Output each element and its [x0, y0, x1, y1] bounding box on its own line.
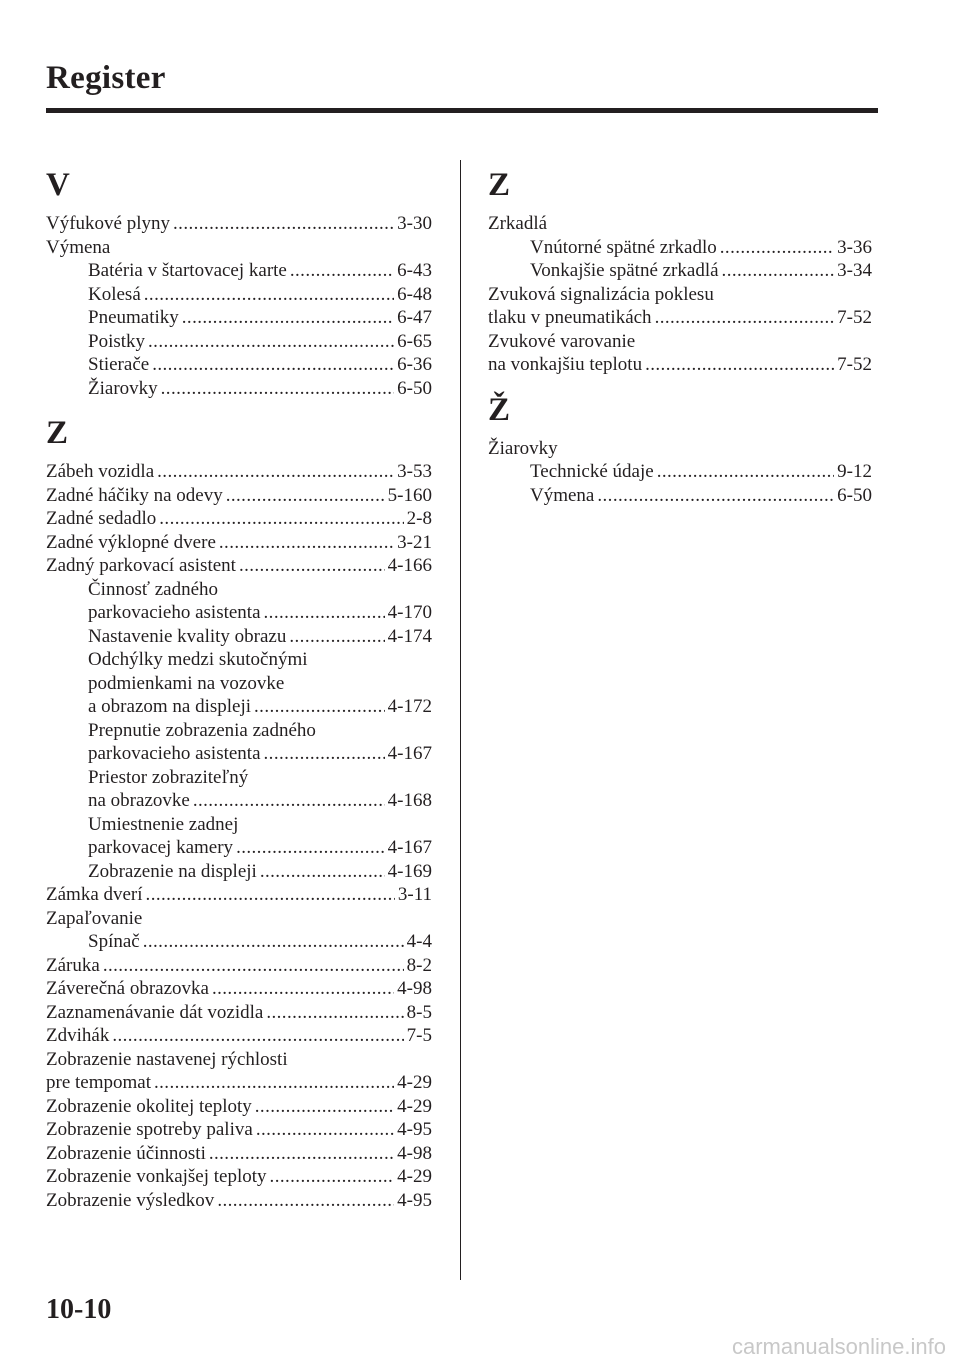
dot-leader — [722, 259, 835, 283]
entry-text: Výmena — [46, 236, 111, 258]
entry-text: na vonkajšiu teplotu — [488, 354, 643, 375]
dot-leader — [254, 695, 385, 719]
dot-leader — [143, 930, 404, 954]
dot-leader — [270, 1165, 395, 1189]
entry-page: 7-5 — [406, 1025, 432, 1046]
entry-text: Batéria v štartovacej karte — [88, 260, 287, 281]
entry-page: 6-50 — [837, 484, 872, 506]
dot-leader — [212, 977, 394, 1001]
entry-page: 9-12 — [837, 461, 872, 482]
index-entry — [46, 1118, 432, 1142]
entry-text: tlaku v pneumatikách — [488, 307, 652, 328]
column-divider — [460, 160, 461, 1280]
index-entry — [46, 236, 432, 260]
entry-text: Zdvihák — [46, 1025, 110, 1046]
index-entry — [46, 742, 432, 766]
dot-leader — [255, 1095, 394, 1119]
entry-page: 4-169 — [387, 860, 432, 882]
entry-page: 3-36 — [837, 236, 872, 258]
dot-leader — [266, 1001, 403, 1025]
index-entry-line: Zobrazenie nastavenej rýchlosti — [46, 1048, 288, 1070]
entry-text: na obrazovke — [88, 790, 190, 811]
dot-leader — [236, 836, 385, 860]
index-entry — [46, 353, 432, 377]
entry-text: Zadné háčiky na odevy — [46, 484, 223, 506]
index-entry — [46, 377, 432, 401]
dot-leader — [645, 353, 834, 377]
entry-page: 4-98 — [397, 1142, 432, 1164]
index-entry — [46, 1189, 432, 1213]
dot-leader — [290, 259, 394, 283]
entry-page: 4-4 — [406, 931, 432, 952]
dot-leader — [146, 883, 395, 907]
index-entry-line: Priestor zobraziteľný — [88, 766, 249, 788]
entry-page: 5-160 — [387, 484, 432, 506]
index-entry — [488, 437, 872, 461]
entry-text: Zadné výklopné dvere — [46, 531, 216, 553]
entry-page: 4-98 — [397, 978, 432, 999]
entry-page: 4-29 — [397, 1095, 432, 1117]
index-section — [488, 385, 872, 508]
index-entry — [46, 330, 432, 354]
index-entry — [46, 1165, 432, 1189]
index-entry-line: Umiestnenie zadnej — [88, 813, 239, 835]
entry-page: 6-48 — [397, 283, 432, 305]
dot-leader — [657, 460, 834, 484]
index-entry — [46, 460, 432, 484]
entry-page: 3-11 — [397, 884, 432, 905]
index-entry — [488, 460, 872, 484]
entry-text: Výfukové plyny — [46, 213, 171, 234]
dot-leader — [655, 306, 835, 330]
index-entry — [46, 1142, 432, 1166]
dot-leader — [209, 1142, 394, 1166]
index-entry — [46, 212, 432, 236]
index-entry — [46, 930, 432, 954]
entry-text: Zobrazenie vonkajšej teploty — [46, 1166, 267, 1187]
index-entry-line: Zvuková signalizácia poklesu — [488, 283, 714, 305]
index-entry — [488, 306, 872, 330]
dot-leader — [112, 1024, 403, 1048]
dot-leader — [182, 306, 394, 330]
dot-leader — [154, 1071, 394, 1095]
entry-page: 3-53 — [397, 461, 432, 482]
index-entry — [46, 507, 432, 531]
index-section — [46, 160, 432, 400]
entry-text: Záverečná obrazovka — [46, 978, 209, 999]
entry-text: Zadný parkovací asistent — [46, 555, 236, 576]
entry-page: 4-172 — [387, 696, 432, 717]
watermark: carmanualsonline.info — [731, 1334, 946, 1359]
index-entry-line: Činnosť zadného — [88, 578, 219, 600]
entry-text: Zobrazenie výsledkov — [46, 1189, 215, 1211]
index-entry-line: Prepnutie zobrazenia zadného — [88, 719, 316, 741]
dot-leader — [157, 460, 394, 484]
dot-leader — [148, 330, 394, 354]
entry-text: Zaznamenávanie dát vozidla — [46, 1001, 264, 1023]
entry-page: 3-21 — [397, 531, 432, 553]
page-number: 10-10 — [46, 1294, 112, 1325]
entry-page: 4-168 — [387, 790, 432, 811]
dot-leader — [173, 212, 394, 236]
entry-text: Zobrazenie na displeji — [88, 860, 257, 882]
index-entry — [46, 977, 432, 1001]
index-entry — [46, 484, 432, 508]
entry-page: 4-167 — [387, 743, 432, 764]
entry-text: Zobrazenie okolitej teploty — [46, 1095, 252, 1117]
entry-page: 6-65 — [397, 330, 432, 352]
index-entry — [488, 259, 872, 283]
entry-page: 4-166 — [387, 555, 432, 576]
dot-leader — [260, 860, 385, 884]
page-title: Register — [46, 60, 166, 96]
entry-text: Nastavenie kvality obrazu — [88, 625, 287, 647]
entry-page: 4-95 — [397, 1189, 432, 1211]
index-section — [488, 160, 872, 377]
entry-page: 6-47 — [397, 307, 432, 328]
index-entry-line: podmienkami na vozovke — [88, 672, 285, 694]
dot-leader — [217, 1189, 394, 1213]
dot-leader — [597, 484, 834, 508]
index-entry — [46, 283, 432, 307]
entry-text: a obrazom na displeji — [88, 696, 252, 717]
index-entry — [46, 259, 432, 283]
index-column-left — [46, 160, 432, 1220]
entry-page: 4-95 — [397, 1119, 432, 1140]
entry-page: 3-34 — [837, 260, 872, 281]
section-letter: Ž — [488, 391, 511, 428]
entry-text: Žiarovky — [488, 437, 558, 459]
entry-text: Žiarovky — [88, 377, 158, 399]
index-entry-line: Zvukové varovanie — [488, 330, 636, 352]
section-letter: Z — [488, 167, 511, 203]
entry-page: 4-29 — [397, 1166, 432, 1187]
entry-text: Zrkadlá — [488, 213, 548, 234]
dot-leader — [226, 484, 385, 508]
index-entry — [46, 883, 432, 907]
entry-page: 4-174 — [387, 625, 432, 647]
entry-text: Zábeh vozidla — [46, 461, 155, 482]
index-entry — [46, 954, 432, 978]
index-entry — [46, 695, 432, 719]
entry-page: 4-167 — [387, 837, 432, 858]
index-entry — [46, 625, 432, 649]
entry-text: Výmena — [530, 484, 595, 506]
index-entry — [488, 484, 872, 508]
section-letter: Z — [46, 415, 69, 451]
index-entry — [46, 1024, 432, 1048]
entry-text: Zapaľovanie — [46, 907, 143, 929]
entry-page: 4-29 — [397, 1072, 432, 1093]
entry-text: Zámka dverí — [46, 884, 143, 905]
index-entry — [46, 1001, 432, 1025]
dot-leader — [264, 742, 385, 766]
entry-page: 4-170 — [387, 602, 432, 623]
entry-text: Poistky — [88, 330, 146, 352]
dot-leader — [289, 625, 384, 649]
index-entry — [46, 1095, 432, 1119]
index-entry — [488, 353, 872, 377]
index-entry — [46, 907, 432, 931]
entry-text: Vonkajšie spätné zrkadlá — [530, 260, 719, 281]
index-entry — [46, 601, 432, 625]
entry-text: Zobrazenie účinnosti — [46, 1142, 206, 1164]
index-entry — [488, 236, 872, 260]
entry-text: Spínač — [88, 931, 140, 952]
entry-page: 8-2 — [406, 954, 432, 976]
index-entry — [46, 306, 432, 330]
dot-leader — [193, 789, 385, 813]
dot-leader — [161, 377, 395, 401]
index-entry — [46, 554, 432, 578]
index-entry — [46, 860, 432, 884]
dot-leader — [159, 507, 403, 531]
section-letter: V — [46, 167, 70, 203]
entry-page: 7-52 — [837, 354, 872, 375]
entry-page: 7-52 — [837, 307, 872, 328]
entry-text: parkovacieho asistenta — [88, 602, 261, 623]
dot-leader — [264, 601, 385, 625]
entry-page: 6-36 — [397, 354, 432, 375]
index-entry-line: Odchýlky medzi skutočnými — [88, 649, 308, 670]
entry-text: Pneumatiky — [88, 307, 179, 328]
entry-page: 6-43 — [397, 260, 432, 281]
entry-text: Záruka — [46, 954, 100, 976]
entry-text: Zobrazenie spotreby paliva — [46, 1119, 253, 1140]
index-entry — [46, 531, 432, 555]
index-entry — [488, 212, 872, 236]
entry-text: Kolesá — [88, 283, 141, 305]
entry-text: parkovacej kamery — [88, 837, 234, 858]
entry-page: 8-5 — [406, 1001, 432, 1023]
index-entry — [46, 789, 432, 813]
entry-text: Stierače — [88, 354, 150, 375]
entry-text: Vnútorné spätné zrkadlo — [530, 236, 717, 258]
entry-text: parkovacieho asistenta — [88, 743, 261, 764]
dot-leader — [720, 236, 834, 260]
index-section — [46, 408, 432, 1212]
entry-text: Technické údaje — [530, 461, 654, 482]
entry-text: pre tempomat — [46, 1072, 151, 1093]
index-entry — [46, 1071, 432, 1095]
entry-page: 3-30 — [397, 213, 432, 234]
dot-leader — [239, 554, 385, 578]
header-rule — [46, 108, 878, 113]
entry-page: 6-50 — [397, 377, 432, 399]
dot-leader — [144, 283, 394, 307]
dot-leader — [103, 954, 404, 978]
dot-leader — [256, 1118, 394, 1142]
dot-leader — [152, 353, 394, 377]
index-column-right — [488, 160, 872, 515]
dot-leader — [219, 531, 394, 555]
entry-page: 2-8 — [406, 508, 432, 529]
entry-text: Zadné sedadlo — [46, 508, 157, 529]
index-entry — [46, 836, 432, 860]
